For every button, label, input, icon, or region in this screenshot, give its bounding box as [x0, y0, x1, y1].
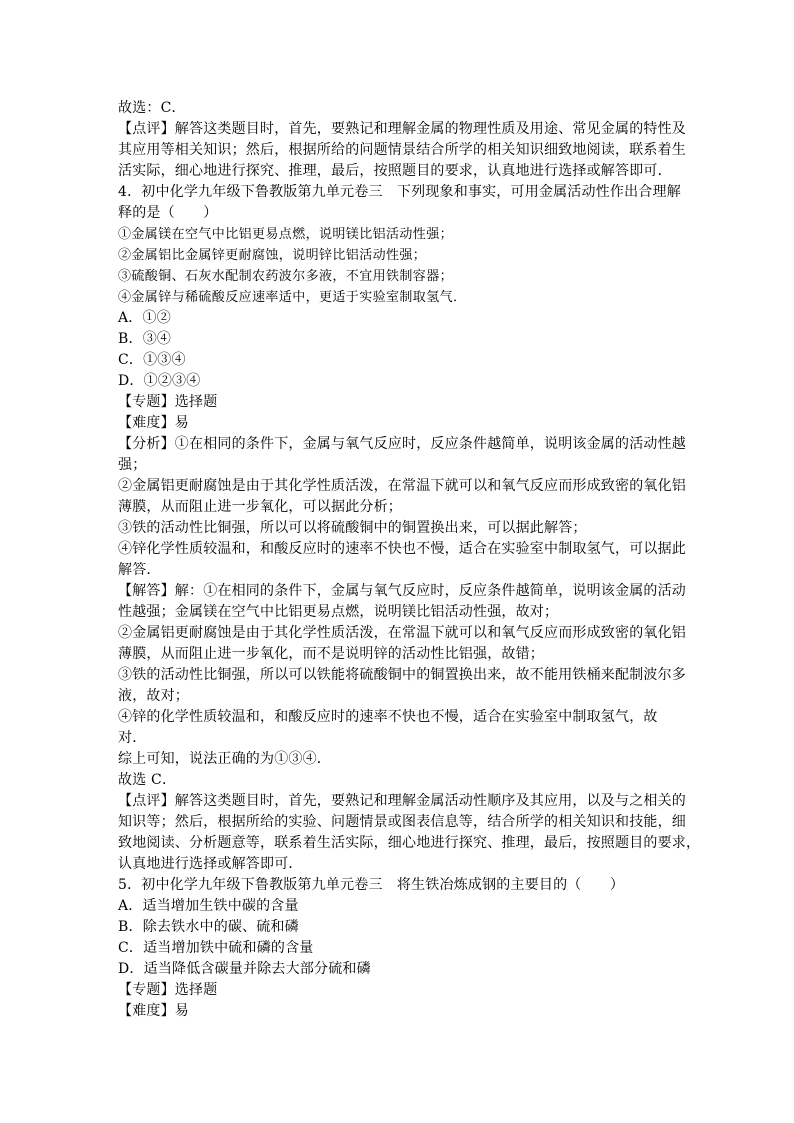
- analysis-paragraph: 解答．: [118, 562, 161, 578]
- solution-paragraph: ②金属铝更耐腐蚀是由于其化学性质活泼，在常温下就可以和氧气反应而形成致密的氧化铝: [118, 625, 686, 641]
- comment-paragraph: 活实际，细心地进行探究、推理，最后，按照题目的要求，认真地进行选择或解答即可．: [118, 163, 672, 179]
- solution-paragraph: 【解答】解：①在相同的条件下，金属与氧气反应时，反应条件越简单，说明该金属的活动: [118, 583, 686, 599]
- difficulty-label: 【难度】易: [118, 415, 189, 431]
- analysis-paragraph: ②金属铝更耐腐蚀是由于其化学性质活泼，在常温下就可以和氧气反应而形成致密的氧化铝: [118, 478, 686, 494]
- solution-paragraph: ③铁的活动性比铜强，所以可以铁能将硫酸铜中的铜置换出来，故不能用铁桶来配制波尔多: [118, 667, 686, 683]
- answer-line: 故选：C．: [118, 100, 186, 116]
- answer-line: 故选 C．: [118, 772, 177, 788]
- option-d: D．适当降低含碳量并除去大部分硫和磷: [118, 961, 371, 977]
- statement-item: ②金属铝比金属锌更耐腐蚀，说明锌比铝活动性强；: [118, 248, 427, 263]
- statement-item: ①金属镁在空气中比铝更易点燃，说明镁比铝活动性强；: [118, 227, 454, 242]
- solution-paragraph: 性越强；金属镁在空气中比铝更易点燃，说明镁比铝活动性强，故对；: [118, 604, 559, 620]
- comment-paragraph: 知识等；然后，根据所给的实验、问题情景或图表信息等，结合所学的相关知识和技能，细: [118, 814, 686, 830]
- question-5-stem: 5．初中化学九年级下鲁教版第九单元卷三 将生铁冶炼成钢的主要目的（ ）: [118, 877, 625, 893]
- option-b: B．除去铁水中的碳、硫和磷: [118, 919, 299, 935]
- analysis-paragraph: ③铁的活动性比铜强，所以可以将硫酸铜中的铜置换出来，可以据此解答；: [118, 520, 587, 536]
- topic-label: 【专题】选择题: [118, 982, 218, 998]
- option-a: A．①②: [118, 310, 171, 326]
- option-c: C．适当增加铁中硫和磷的含量: [118, 940, 314, 956]
- comment-paragraph: 其应用等相关知识；然后，根据所给的问题情景结合所学的相关知识细致地阅读，联系着生: [118, 142, 686, 158]
- difficulty-label: 【难度】易: [118, 1003, 189, 1019]
- option-b: B．③④: [118, 331, 172, 347]
- comment-paragraph: 【点评】解答这类题目时，首先，要熟记和理解金属活动性顺序及其应用，以及与之相关的: [118, 793, 686, 809]
- analysis-paragraph: 薄膜，从而阻止进一步氧化，可以据此分析；: [118, 499, 402, 515]
- solution-paragraph: ④锌的化学性质较温和，和酸反应时的速率不快也不慢，适合在实验室中制取氢气，故: [118, 709, 658, 725]
- statement-item: ④金属锌与稀硫酸反应速率适中，更适于实验室制取氢气．: [118, 290, 467, 305]
- statement-item: ③硫酸铜、石灰水配制农药波尔多液，不宜用铁制容器；: [118, 269, 454, 284]
- comment-paragraph: 致地阅读、分析题意等，联系着生活实际，细心地进行探究、推理，最后，按照题目的要求，: [118, 835, 701, 851]
- solution-paragraph: 液，故对；: [118, 688, 189, 704]
- question-4-stem: 4．初中化学九年级下鲁教版第九单元卷三 下列现象和事实，可用金属活动性作出合理解: [118, 184, 681, 200]
- option-d: D．①②③④: [118, 373, 201, 389]
- comment-paragraph: 【点评】解答这类题目时，首先，要熟记和理解金属的物理性质及用途、常见金属的特性及: [118, 121, 686, 137]
- option-a: A．适当增加生铁中碳的含量: [118, 898, 299, 914]
- solution-paragraph: 薄膜，从而阻止进一步氧化，而不是说明锌的活动性比铝强，故错；: [118, 646, 544, 662]
- solution-paragraph: 对．: [118, 730, 147, 746]
- comment-paragraph: 认真地进行选择或解答即可．: [118, 856, 303, 872]
- analysis-paragraph: 【分析】①在相同的条件下，金属与氧气反应时，反应条件越简单，说明该金属的活动性越: [118, 436, 686, 452]
- analysis-paragraph: 强；: [118, 457, 147, 473]
- document-page: [118, 98, 701, 1022]
- analysis-paragraph: ④锌化学性质较温和，和酸反应时的速率不快也不慢，适合在实验室中制取氢气，可以据此: [118, 541, 686, 557]
- option-c: C．①③④: [118, 352, 186, 368]
- conclusion-line: 综上可知，说法正确的为①③④．: [118, 751, 331, 767]
- question-4-stem: 释的是（ ）: [118, 205, 218, 221]
- topic-label: 【专题】选择题: [118, 394, 218, 410]
